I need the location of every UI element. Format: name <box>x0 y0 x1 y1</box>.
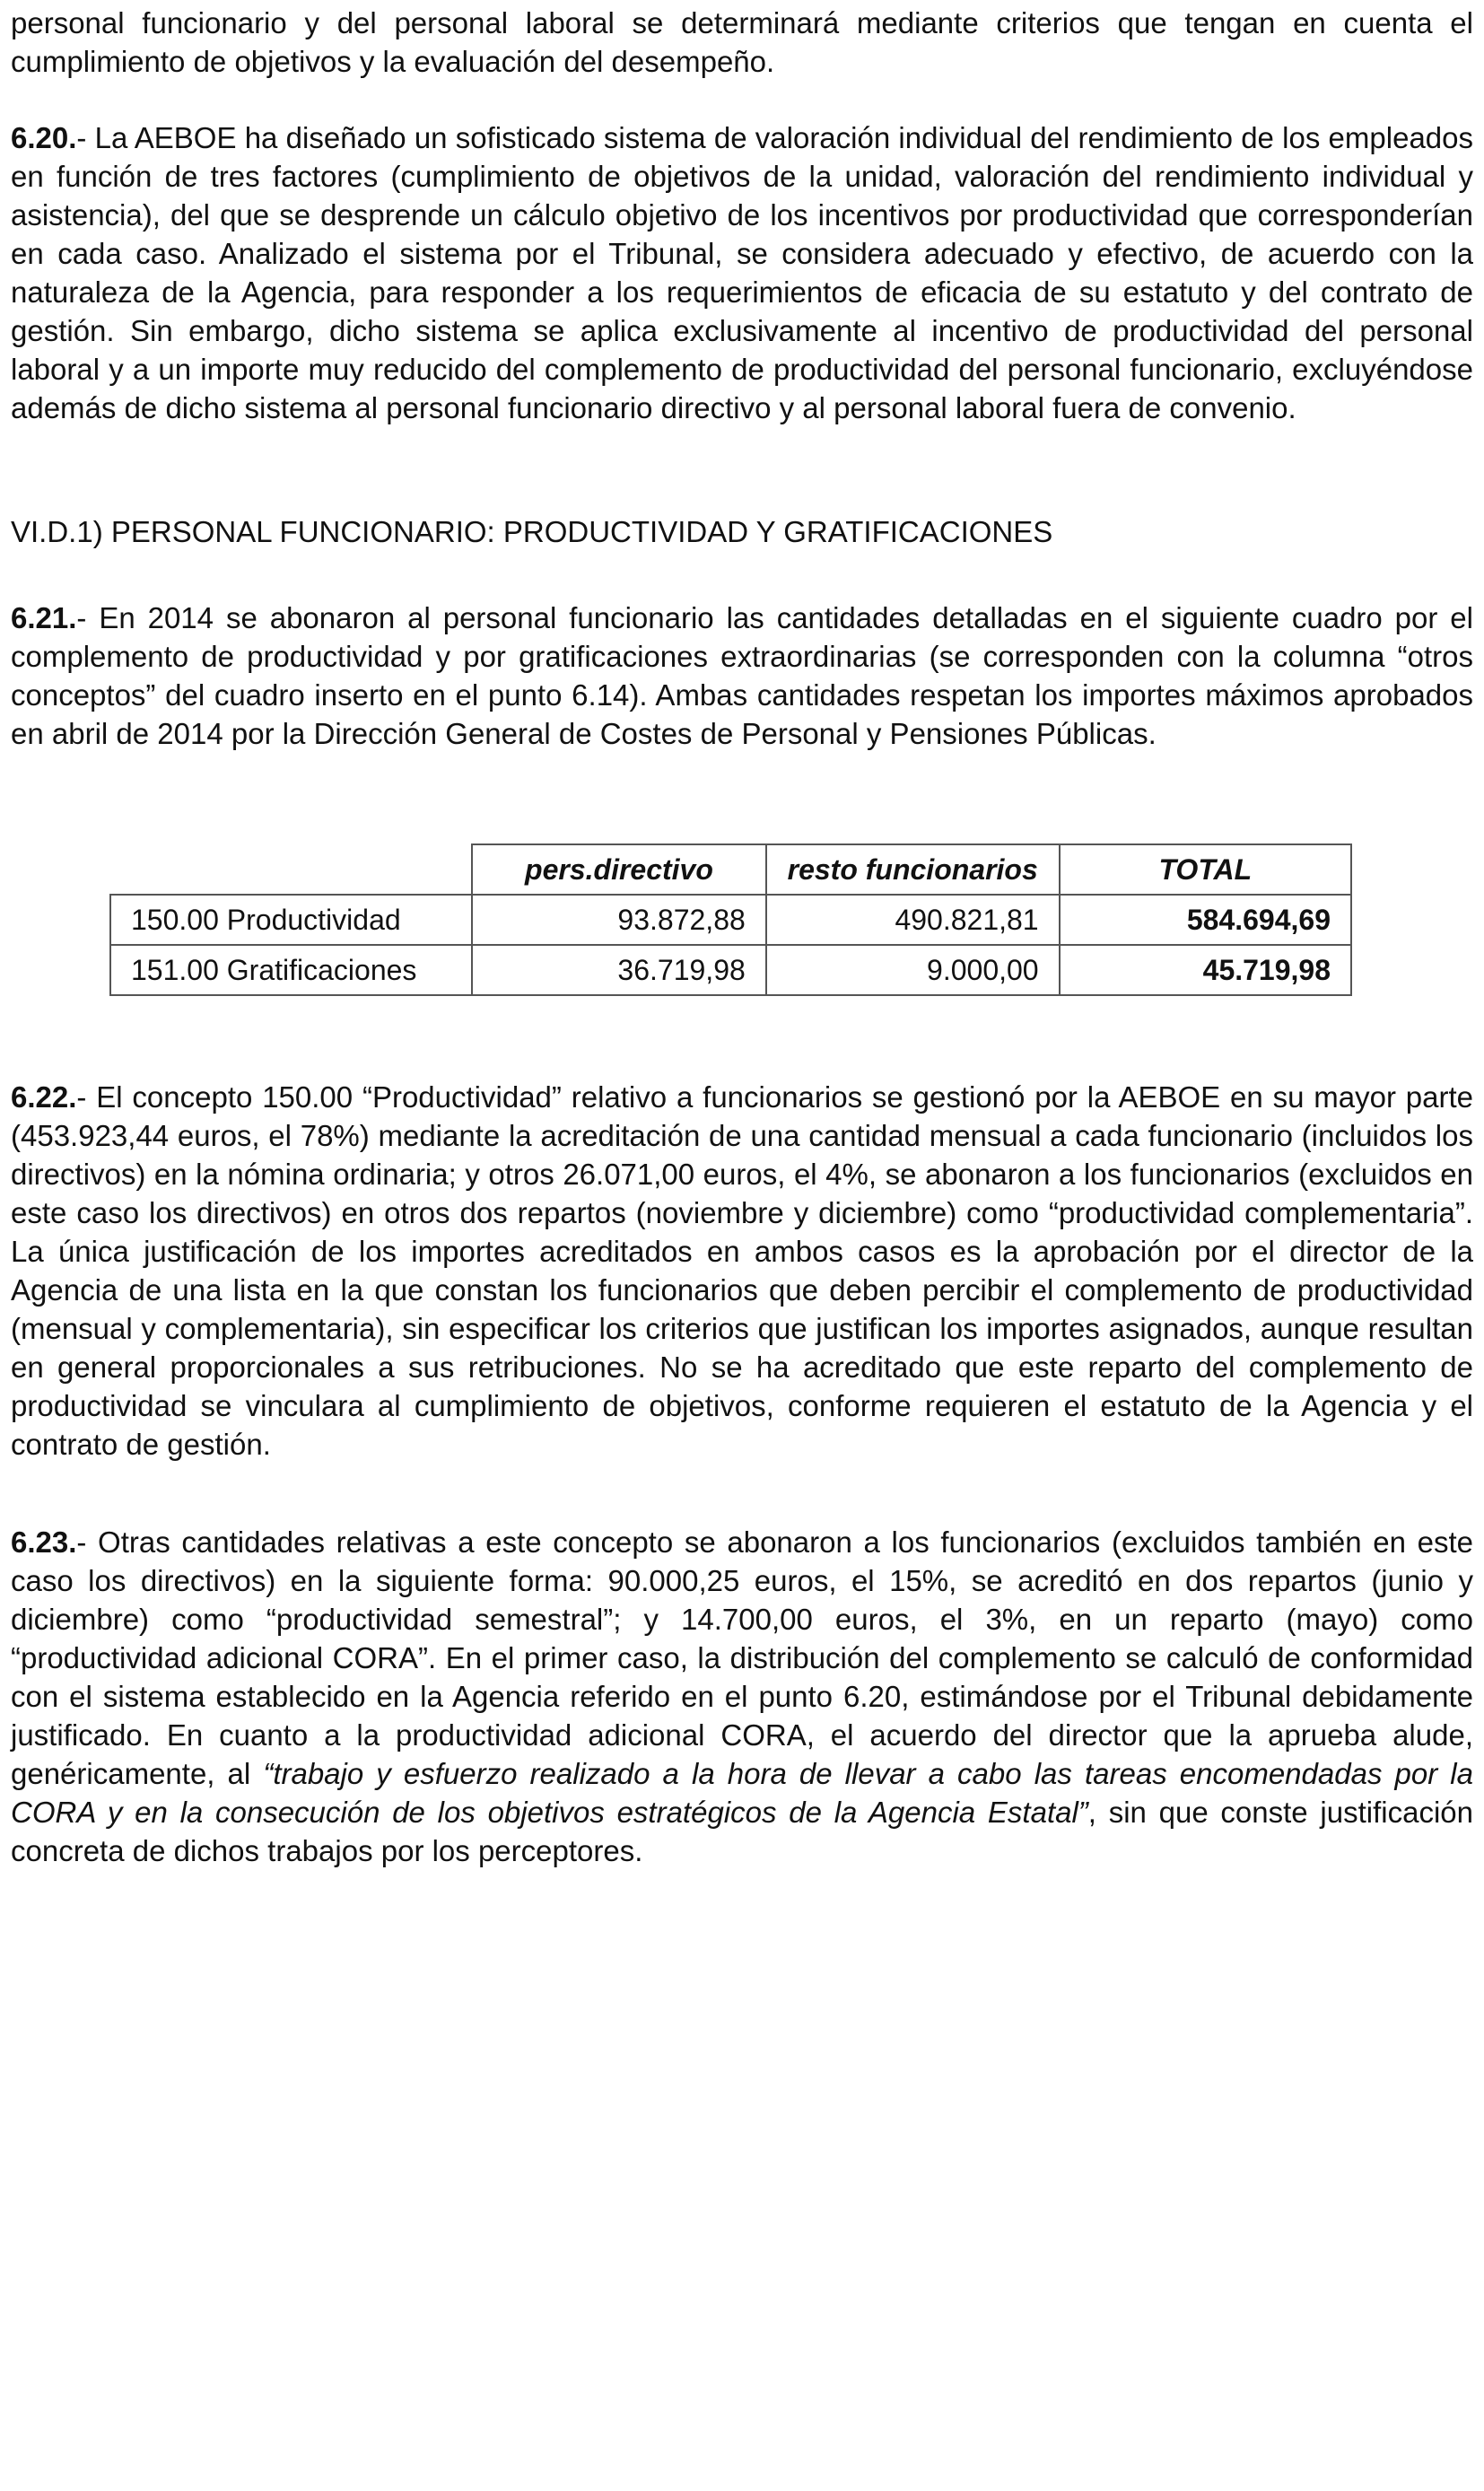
table-cell-directivo: 36.719,98 <box>472 945 766 995</box>
table-header-total: TOTAL <box>1060 844 1351 895</box>
paragraph-number: 6.22. <box>11 1080 77 1114</box>
paragraph-6-21 <box>11 599 1473 753</box>
table-cell-resto: 490.821,81 <box>766 895 1060 945</box>
paragraph-text-end: , sin que conste justificación concreta de dichos trabajos por los perceptores. <box>11 1796 1473 1867</box>
table-cell-directivo: 93.872,88 <box>472 895 766 945</box>
table-cell-concept: 151.00 Gratificaciones <box>110 945 472 995</box>
paragraph-6-20 <box>11 118 1473 427</box>
paragraph-number: 6.20. <box>11 121 77 154</box>
productivity-table <box>109 843 1352 996</box>
paragraph-text: - La AEBOE ha diseñado un sofisticado sistema de valoración individual del rendimiento de los empleados en función de tres factores (cumplimiento de objetivos de la unidad, valoración del rendimiento individual y asistencia), del que se desprende un cálculo objetivo de los incentivos por productividad que corresponderían en cada caso. Analizado el sistema por el Tribunal, se considera adecuado y efectivo, de acuerdo con la naturaleza de la Agencia, para responder a los requerimientos de eficacia de su estatuto y del contrato de gestión. Sin embargo, dicho sistema se aplica exclusivamente al incentivo de productividad del personal laboral y a un importe muy reducido del complemento de productividad del personal funcionario, excluyéndose además de dicho sistema al personal funcionario directivo y al personal laboral fuera de convenio. <box>11 121 1473 424</box>
section-heading: VI.D.1) PERSONAL FUNCIONARIO: PRODUCTIVIDAD Y GRATIFICACIONES <box>11 515 1053 548</box>
paragraph-6-22 <box>11 1078 1473 1464</box>
table-cell-concept: 150.00 Productividad <box>110 895 472 945</box>
table-cell-resto: 9.000,00 <box>766 945 1060 995</box>
table-header-row <box>110 844 1351 895</box>
paragraph-quote: “trabajo y esfuerzo realizado a la hora de llevar a cabo las tareas encomendadas por la CORA y en la consecución de los objetivos estratégicos de la Agencia Estatal” <box>11 1757 1473 1829</box>
table-row <box>110 945 1351 995</box>
paragraph-number: 6.23. <box>11 1525 77 1559</box>
paragraph-text: - Otras cantidades relativas a este concepto se abonaron a los funcionarios (excluidos también en este caso los directivos) en la siguiente forma: 90.000,25 euros, el 15%, se acreditó en dos repartos (junio y diciembre) como “productividad semestral”; y 14.700,00 euros, el 3%, en un reparto (mayo) como “productividad adicional CORA”. En el primer caso, la distribución del complemento se calculó de conformidad con el sistema establecido en la Agencia referido en el punto 6.20, estimándose por el Tribunal debidamente justificado. En cuanto a la productividad adicional CORA, el acuerdo del director que la aprueba alude, genéricamente, al <box>11 1525 1473 1790</box>
paragraph-intro: personal funcionario y del personal laboral se determinará mediante criterios que tengan en cuenta el cumplimiento de objetivos y la evaluación del desempeño. <box>11 6 1473 78</box>
table-header-directivo: pers.directivo <box>472 844 766 895</box>
paragraph-text: - En 2014 se abonaron al personal funcionario las cantidades detalladas en el siguiente cuadro por el complemento de productividad y por gratificaciones extraordinarias (se corresponden con la columna “otros conceptos” del cuadro inserto en el punto 6.14). Ambas cantidades respetan los importes máximos aprobados en abril de 2014 por la Dirección General de Costes de Personal y Pensiones Públicas. <box>11 601 1473 750</box>
table-cell-total: 584.694,69 <box>1060 895 1351 945</box>
paragraph-number: 6.21. <box>11 601 77 634</box>
table-header-resto: resto funcionarios <box>766 844 1060 895</box>
table-header-empty <box>110 844 472 895</box>
paragraph-text: - El concepto 150.00 “Productividad” relativo a funcionarios se gestionó por la AEBOE en su mayor parte (453.923,44 euros, el 78%) mediante la acreditación de una cantidad mensual a cada funcionario (incluidos los directivos) en la nómina ordinaria; y otros 26.071,00 euros, el 4%, se abonaron a los funcionarios (excluidos en este caso los directivos) en otros dos repartos (noviembre y diciembre) como “productividad complementaria”. La única justificación de los importes acreditados en ambos casos es la aprobación por el director de la Agencia de una lista en la que constan los funcionarios que deben percibir el complemento de productividad (mensual y complementaria), sin especificar los criterios que justifican los importes asignados, aunque resultan en general proporcionales a sus retribuciones. No se ha acreditado que este reparto del complemento de productividad se vinculara al cumplimiento de objetivos, conforme requieren el estatuto de la Agencia y el contrato de gestión. <box>11 1080 1473 1461</box>
paragraph-6-23 <box>11 1523 1473 1870</box>
table-row <box>110 895 1351 945</box>
table-cell-total: 45.719,98 <box>1060 945 1351 995</box>
